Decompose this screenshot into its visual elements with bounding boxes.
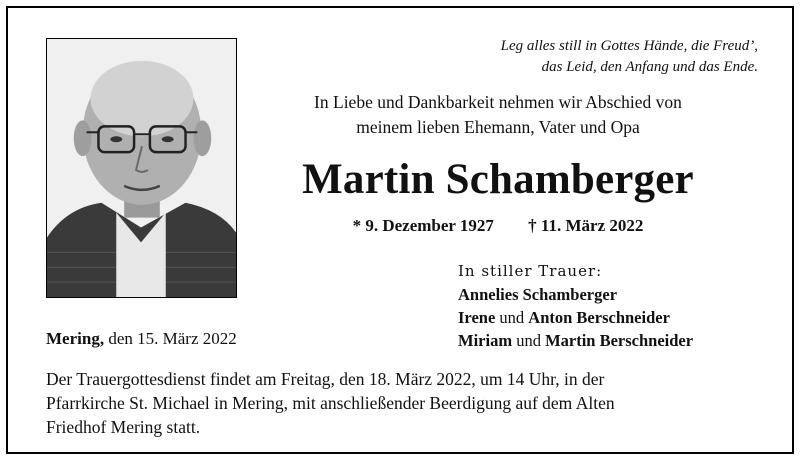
portrait-photo — [46, 38, 237, 298]
mourner-name: Martin Berschneider — [545, 331, 694, 350]
farewell-intro — [258, 90, 738, 140]
mourner-line-2 — [458, 306, 778, 329]
life-dates — [258, 216, 738, 236]
service-line-1: Der Trauergottesdienst findet am Freitag, den 18. März 2022, um 14 Uhr, in der — [46, 369, 605, 389]
intro-line-2: meinem lieben Ehemann, Vater und Opa — [356, 117, 640, 137]
conjunction: und — [516, 331, 541, 350]
place-and-date — [46, 329, 237, 349]
service-line-2: Pfarrkirche St. Michael in Mering, mit anschließender Beerdigung auf dem Alten — [46, 393, 615, 413]
mourner-name: Miriam — [458, 331, 513, 350]
mourner-line-1 — [458, 283, 778, 306]
intro-line-1: In Liebe und Dankbarkeit nehmen wir Abschied von — [314, 92, 682, 112]
place-town: Mering, — [46, 329, 105, 348]
funeral-service-info — [46, 367, 786, 439]
deceased-name: Martin Schamberger — [302, 156, 694, 203]
mourners-heading: In stiller Trauer: — [458, 262, 603, 280]
birth-date: * 9. Dezember 1927 — [352, 216, 494, 235]
quote-line-2: das Leid, den Anfang und das Ende. — [541, 59, 758, 75]
mourners-list — [458, 260, 778, 352]
service-line-3: Friedhof Mering statt. — [46, 417, 201, 437]
bible-quote — [428, 36, 758, 78]
death-date: † 11. März 2022 — [528, 216, 644, 235]
mourner-name: Irene — [458, 308, 496, 327]
obituary-notice — [6, 6, 794, 454]
place-date: den 15. März 2022 — [108, 329, 237, 348]
quote-line-1: Leg alles still in Gottes Hände, die Freud’, — [500, 38, 758, 54]
portrait-image — [47, 39, 236, 297]
conjunction: und — [499, 308, 525, 327]
mourner-name: Anton Berschneider — [528, 308, 670, 327]
mourner-line-3 — [458, 329, 778, 352]
mourner-name: Annelies Schamberger — [458, 285, 618, 304]
